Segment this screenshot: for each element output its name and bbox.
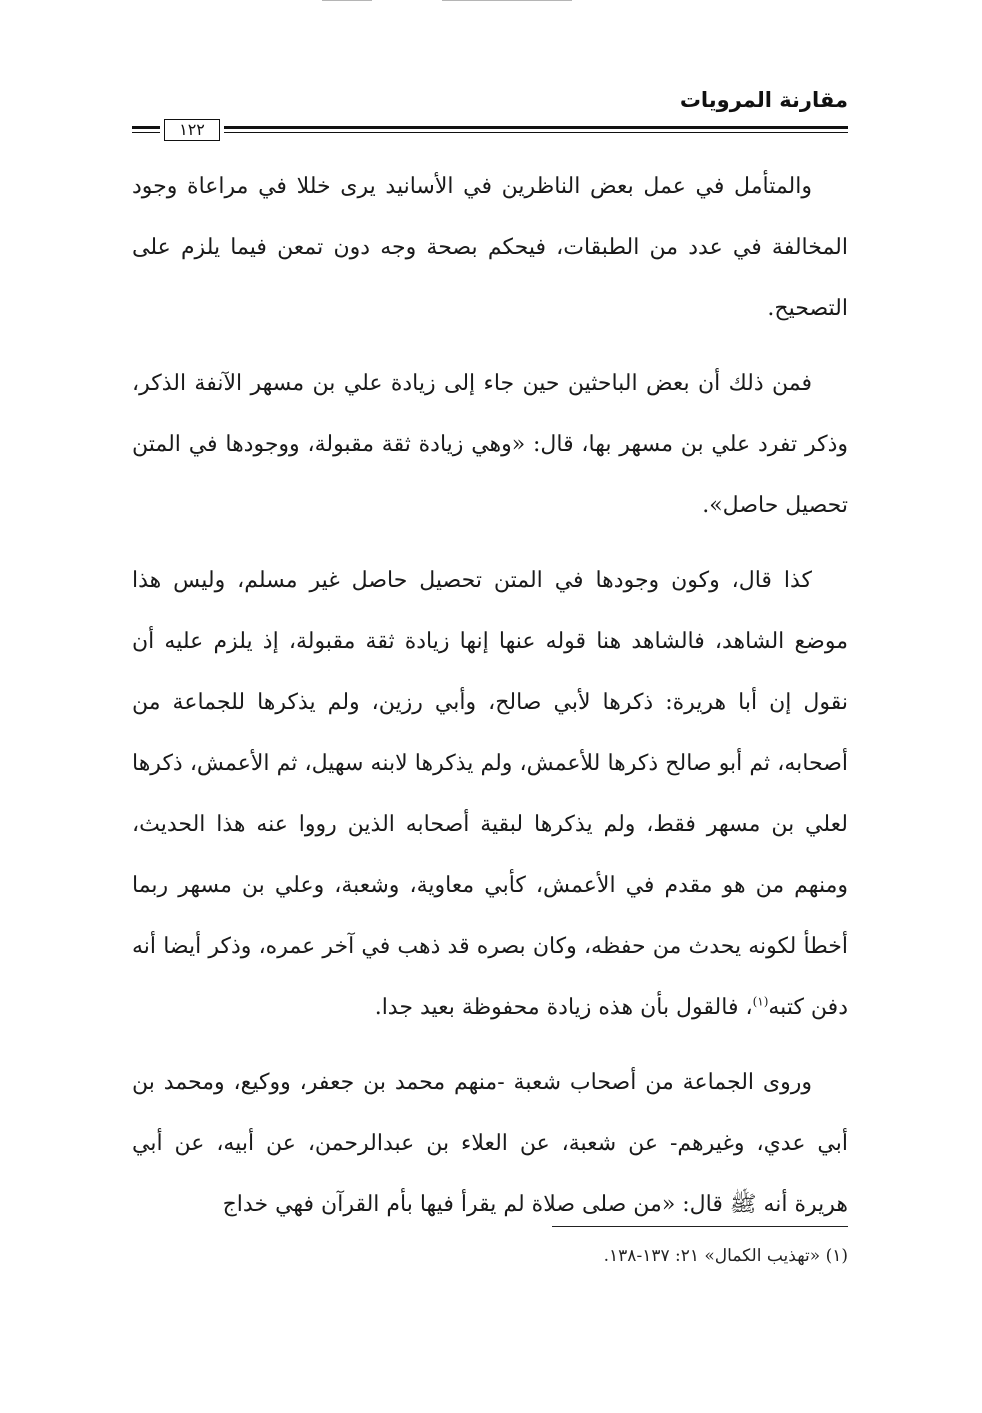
paragraph-3-text: كذا قال، وكون وجودها في المتن تحصيل حاصل غير مسلم، وليس هذا موضع الشاهد، فالشاهد هنا قوله عنها إنها زيادة ثقة مقبولة، إذ يلزم عليه أن نقول إن أبا هريرة: ذكرها لأبي صالح، وأبي رزين، ولم يذكرها للجماعة من أصحابه، ثم أبو صالح ذكرها للأعمش، ولم يذكرها لابنه سهيل، ثم الأعمش، ذكرها لعلي بن مسهر فقط، ولم يذكرها لبقية أصحابه الذين رووا عنه هذا الحديث، ومنهم من هو مقدم في الأعمش، كأبي معاوية، وشعبة، وعلي بن مسهر ربما أخطأ لكونه يحدث من حفظه، وكان بصره قد ذهب في آخر عمره، وذكر أيضا أنه دفن كتبه (132, 568, 848, 1020)
body-text (132, 156, 848, 1235)
footnote-reference[interactable]: (١) (752, 994, 769, 1009)
paragraph-4: وروى الجماعة من أصحاب شعبة -منهم محمد بن جعفر، ووكيع، ومحمد بن أبي عدي، وغيرهم- عن شعبة، عن العلاء بن عبدالرحمن، عن أبيه، عن أبي هريرة أنه ﷺ قال: «من صلى صلاة لم يقرأ فيها بأم القرآن فهي خداج (132, 1070, 848, 1217)
paragraph-3-text-end: ، فالقول بأن هذه زيادة محفوظة بعيد جدا. (374, 995, 753, 1020)
header-rule-left-thin (132, 132, 160, 133)
top-crop-marks (0, 0, 982, 6)
header-rule-thin (224, 132, 848, 133)
header-rule-thick (224, 126, 848, 129)
crop-mark (322, 0, 372, 1)
paragraph-2: فمن ذلك أن بعض الباحثين حين جاء إلى زيادة علي بن مسهر الآنفة الذكر، وذكر تفرد علي بن مسهر بها، قال: «وهي زيادة ثقة مقبولة، ووجودها في المتن تحصيل حاصل». (132, 371, 848, 518)
footnote-separator (552, 1226, 848, 1227)
crop-mark (442, 0, 572, 1)
running-title: مقارنة المرويات (679, 88, 848, 112)
page-header (132, 86, 848, 148)
paragraph-3 (132, 550, 848, 1038)
paragraph-1: والمتأمل في عمل بعض الناظرين في الأسانيد يرى خللا في مراعاة وجود المخالفة في عدد من الطبقات، فيحكم بصحة وجه دون تمعن فيما يلزم على التصحيح. (132, 174, 848, 321)
page-number: ١٢٢ (164, 119, 220, 141)
header-rule (132, 119, 848, 141)
footnote-1: (١) «تهذيب الكمال» ٢١: ١٣٧-١٣٨. (603, 1246, 848, 1266)
header-rule-left-thick (132, 126, 160, 129)
